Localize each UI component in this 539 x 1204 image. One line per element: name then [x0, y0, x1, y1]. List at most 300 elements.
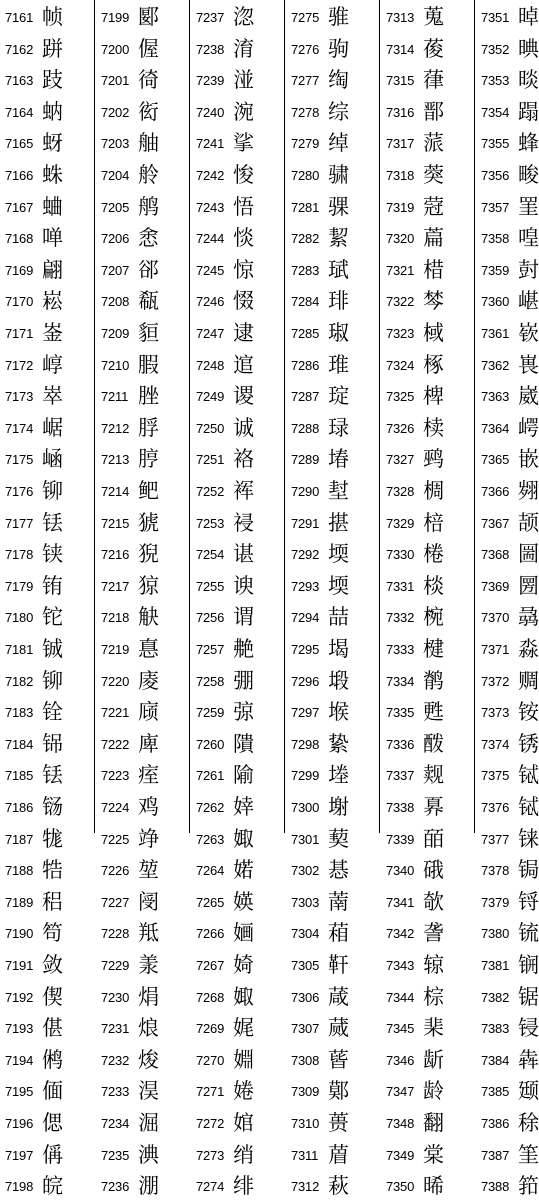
table-row: [0, 509, 94, 541]
entry-character: 绯: [233, 1174, 254, 1199]
table-row: [191, 888, 285, 920]
entry-number: 7255: [196, 578, 225, 594]
table-row: [191, 825, 285, 857]
entry-number: 7219: [101, 642, 130, 657]
entry-number: 7275: [291, 10, 320, 25]
entry-character: 蒎: [423, 131, 444, 156]
table-row: [381, 129, 475, 161]
entry-character: 崞: [42, 352, 63, 377]
entry-character: 筘: [518, 1174, 539, 1199]
table-row: [96, 382, 190, 414]
entry-number: 7355: [481, 136, 510, 152]
entry-character: 铵: [518, 700, 539, 725]
entry-character: 嵁: [518, 289, 539, 314]
entry-character: 葙: [328, 921, 349, 946]
table-row: [0, 951, 94, 983]
table-row: [191, 445, 285, 477]
table-row: [381, 730, 475, 762]
table-row: [0, 351, 94, 383]
table-row: [0, 382, 94, 414]
table-row: [96, 1141, 190, 1173]
entry-number: 7359: [481, 262, 510, 278]
entry-character: 惪: [138, 637, 159, 661]
entry-number: 7262: [196, 800, 225, 815]
entry-character: 棤: [423, 257, 444, 282]
table-row: [286, 1014, 380, 1046]
entry-number: 7227: [101, 894, 130, 910]
entry-character: 甦: [423, 700, 444, 725]
table-row: [476, 698, 539, 730]
table-row: [0, 193, 94, 225]
entry-number: 7192: [5, 989, 34, 1005]
table-row: [381, 287, 475, 319]
table-row: [96, 888, 190, 920]
table-row: [476, 351, 539, 383]
entry-number: 7179: [5, 578, 34, 594]
entry-character: 悆: [138, 226, 159, 251]
entry-character: 筀: [518, 1142, 539, 1167]
table-row: [0, 1046, 94, 1078]
table-row: [286, 351, 380, 383]
entry-character: 淏: [138, 1079, 159, 1104]
table-row: [191, 193, 285, 225]
entry-character: 脝: [138, 447, 159, 472]
entry-character: 靬: [328, 953, 349, 977]
entry-character: 罣: [518, 194, 539, 219]
entry-character: 偓: [138, 36, 159, 61]
table-row: [286, 256, 380, 288]
entry-number: 7290: [291, 484, 320, 499]
entry-character: 骉: [518, 605, 539, 630]
entry-number: 7221: [101, 705, 130, 721]
entry-number: 7387: [481, 1147, 510, 1163]
entry-number: 7224: [101, 800, 130, 815]
table-row: [96, 825, 190, 857]
table-row: [381, 983, 475, 1015]
entry-character: 翻: [423, 1111, 444, 1135]
entry-character: 蹋: [518, 99, 539, 124]
entry-character: 敛: [42, 953, 63, 977]
table-row: [381, 572, 475, 604]
entry-number: 7317: [386, 136, 415, 152]
entry-number: 7353: [481, 73, 510, 89]
entry-character: 铊: [42, 605, 63, 630]
entry-character: 谌: [233, 542, 254, 567]
entry-number: 7240: [196, 104, 225, 120]
table-row: [476, 730, 539, 762]
entry-number: 7216: [101, 547, 130, 563]
table-row: [96, 1109, 190, 1141]
entry-number: 7287: [291, 389, 320, 405]
entry-number: 7328: [386, 484, 415, 499]
table-row: [476, 793, 539, 825]
entry-character: 铆: [42, 668, 63, 693]
entry-character: 颋: [518, 1079, 539, 1104]
entry-number: 7361: [481, 326, 510, 341]
entry-character: 脞: [138, 384, 159, 409]
entry-number: 7220: [101, 673, 130, 689]
entry-number: 7302: [291, 863, 320, 879]
entry-character: 琭: [328, 415, 349, 440]
table-row: [191, 161, 285, 193]
entry-character: 淟: [138, 1142, 159, 1167]
entry-number: 7320: [386, 231, 415, 247]
entry-number: 7342: [386, 926, 415, 942]
entry-character: 婞: [233, 795, 254, 819]
entry-character: 痓: [138, 763, 159, 788]
table-row: [191, 919, 285, 951]
entry-number: 7345: [386, 1021, 415, 1037]
entry-number: 7206: [101, 231, 130, 247]
table-row: [191, 66, 285, 98]
table-row: [381, 3, 475, 35]
entry-number: 7324: [386, 357, 415, 373]
entry-character: 偁: [42, 1142, 63, 1167]
entry-number: 7268: [196, 989, 225, 1005]
table-row: [0, 35, 94, 67]
entry-character: 婍: [233, 953, 254, 977]
entry-number: 7371: [481, 642, 510, 657]
entry-character: 婳: [233, 921, 254, 946]
entry-character: 琲: [328, 289, 349, 314]
entry-number: 7315: [386, 73, 415, 89]
entry-number: 7211: [101, 389, 129, 405]
entry-character: 棬: [423, 542, 444, 567]
entry-number: 7284: [291, 294, 320, 310]
table-row: [96, 161, 190, 193]
entry-number: 7210: [101, 357, 130, 373]
entry-number: 7238: [196, 41, 225, 57]
entry-character: 崌: [42, 415, 63, 440]
entry-character: 蒄: [423, 194, 444, 219]
table-row: [191, 382, 285, 414]
table-row: [476, 256, 539, 288]
entry-number: 7247: [196, 326, 225, 341]
table-row: [96, 856, 190, 888]
entry-character: 棐: [423, 1016, 444, 1041]
entry-character: 绡: [233, 1142, 254, 1167]
entry-number: 7388: [481, 1179, 510, 1195]
entry-number: 7256: [196, 610, 225, 626]
entry-number: 7373: [481, 705, 510, 721]
entry-number: 7356: [481, 168, 510, 183]
entry-character: 铴: [42, 795, 63, 819]
entry-character: 堨: [328, 637, 349, 661]
entry-number: 7325: [386, 389, 415, 405]
table-row: [476, 919, 539, 951]
entry-character: 锊: [518, 889, 539, 914]
table-row: [381, 919, 475, 951]
entry-character: 龄: [423, 1079, 444, 1104]
entry-number: 7267: [196, 958, 225, 973]
entry-character: 皕: [423, 826, 444, 851]
entry-character: 艴: [233, 637, 254, 661]
table-row: [476, 98, 539, 130]
entry-character: 娓: [233, 1016, 254, 1041]
entry-character: 龂: [423, 1047, 444, 1072]
entry-number: 7172: [5, 357, 34, 373]
entry-character: 婘: [233, 1079, 254, 1104]
table-row: [286, 1172, 380, 1204]
table-row: [0, 224, 94, 256]
entry-character: 隃: [233, 763, 254, 788]
entry-number: 7316: [386, 104, 415, 120]
entry-character: 淼: [518, 637, 539, 661]
entry-number: 7237: [196, 10, 225, 25]
entry-number: 7199: [101, 10, 130, 25]
entry-number: 7313: [386, 10, 415, 25]
entry-character: 笱: [42, 921, 63, 946]
entry-number: 7341: [386, 894, 415, 910]
table-row: [286, 572, 380, 604]
entry-number: 7173: [5, 389, 34, 405]
entry-character: 羕: [138, 953, 159, 977]
entry-character: 惊: [233, 257, 254, 282]
entry-number: 7337: [386, 768, 415, 784]
table-row: [476, 3, 539, 35]
table-row: [381, 193, 475, 225]
entry-number: 7334: [386, 673, 415, 689]
entry-character: 铽: [518, 795, 539, 819]
entry-number: 7260: [196, 736, 225, 752]
entry-number: 7330: [386, 547, 415, 563]
table-row: [381, 888, 475, 920]
table-row: [476, 35, 539, 67]
table-row: [476, 193, 539, 225]
entry-number: 7269: [196, 1021, 225, 1037]
entry-number: 7250: [196, 420, 225, 436]
table-row: [286, 698, 380, 730]
entry-number: 7181: [5, 642, 34, 657]
entry-number: 7182: [5, 673, 34, 689]
entry-number: 7226: [101, 863, 130, 879]
entry-number: 7354: [481, 104, 510, 120]
table-row: [191, 951, 285, 983]
table-row: [0, 572, 94, 604]
table-row: [476, 161, 539, 193]
table-row: [381, 35, 475, 67]
entry-character: 珷: [328, 257, 349, 282]
table-row: [0, 983, 94, 1015]
table-row: [96, 761, 190, 793]
table-row: [0, 161, 94, 193]
entry-number: 7321: [386, 262, 415, 278]
entry-number: 7384: [481, 1052, 510, 1068]
table-row: [0, 698, 94, 730]
entry-character: 鲃: [138, 479, 159, 503]
entry-number: 7246: [196, 294, 225, 310]
entry-character: 揕: [328, 510, 349, 535]
table-row: [191, 509, 285, 541]
entry-number: 7286: [291, 357, 320, 373]
entry-character: 堧: [328, 573, 349, 598]
entry-number: 7369: [481, 578, 510, 594]
entry-number: 7178: [5, 547, 34, 563]
entry-character: 蒇: [328, 1016, 349, 1041]
table-row: [476, 1046, 539, 1078]
entry-number: 7283: [291, 262, 320, 278]
entry-character: 椀: [423, 605, 444, 630]
entry-number: 7201: [101, 73, 130, 89]
entry-number: 7300: [291, 800, 320, 815]
table-row: [381, 445, 475, 477]
table-row: [191, 351, 285, 383]
table-row: [191, 98, 285, 130]
table-row: [381, 1046, 475, 1078]
table-row: [381, 793, 475, 825]
entry-number: 7271: [196, 1084, 225, 1100]
entry-character: 蚜: [42, 131, 63, 156]
entry-character: 晪: [518, 36, 539, 61]
entry-number: 7357: [481, 199, 510, 215]
table-row: [286, 825, 380, 857]
entry-number: 7193: [5, 1021, 34, 1037]
entry-number: 7343: [386, 958, 415, 973]
entry-number: 7376: [481, 800, 510, 815]
entry-character: 椑: [423, 384, 444, 409]
entry-character: 衒: [138, 99, 159, 124]
entry-number: 7297: [291, 705, 320, 721]
table-row: [286, 667, 380, 699]
entry-character: 铆: [42, 479, 63, 503]
table-row: [0, 129, 94, 161]
entry-character: 阌: [138, 889, 159, 914]
entry-character: 萳: [328, 889, 349, 914]
table-row: [476, 129, 539, 161]
entry-number: 7351: [481, 10, 510, 25]
table-row: [286, 793, 380, 825]
entry-character: 庱: [138, 668, 159, 693]
entry-number: 7195: [5, 1084, 34, 1100]
entry-character: 祲: [233, 510, 254, 535]
entry-number: 7292: [291, 547, 320, 563]
entry-number: 7245: [196, 262, 225, 278]
entry-character: 葴: [328, 984, 349, 1009]
entry-character: 铗: [42, 542, 63, 567]
entry-number: 7257: [196, 642, 225, 657]
entry-number: 7272: [196, 1116, 225, 1131]
entry-character: 袼: [233, 447, 254, 472]
entry-character: 棪: [423, 573, 444, 598]
table-row: [96, 414, 190, 446]
entry-character: 塅: [328, 668, 349, 693]
entry-character: 蛛: [42, 163, 63, 187]
entry-character: 牻: [42, 826, 63, 851]
table-row: [381, 603, 475, 635]
entry-number: 7294: [291, 610, 320, 626]
table-row: [381, 1141, 475, 1173]
table-row: [191, 414, 285, 446]
entry-character: 嵚: [518, 321, 539, 345]
entry-number: 7318: [386, 168, 415, 183]
entry-number: 7234: [101, 1116, 130, 1131]
column-divider: [94, 0, 95, 833]
entry-number: 7322: [386, 294, 415, 310]
entry-character: 湴: [233, 68, 254, 93]
table-row: [96, 603, 190, 635]
table-row: [0, 635, 94, 667]
entry-number: 7307: [291, 1021, 320, 1037]
entry-number: 7244: [196, 231, 225, 247]
table-row: [476, 477, 539, 509]
table-row: [286, 319, 380, 351]
table-row: [286, 161, 380, 193]
entry-number: 7180: [5, 610, 34, 626]
table-row: [96, 951, 190, 983]
entry-number: 7261: [196, 768, 225, 784]
table-row: [286, 919, 380, 951]
entry-character: 偲: [42, 1111, 63, 1135]
entry-number: 7225: [101, 831, 130, 847]
entry-number: 7386: [481, 1116, 510, 1131]
table-row: [96, 793, 190, 825]
table-row: [191, 761, 285, 793]
entry-character: 崟: [42, 321, 63, 345]
entry-number: 7280: [291, 168, 320, 183]
table-row: [191, 667, 285, 699]
entry-character: 琟: [328, 352, 349, 377]
entry-character: 鄑: [423, 99, 444, 124]
table-row: [96, 3, 190, 35]
entry-number: 7346: [386, 1052, 415, 1068]
table-row: [476, 1141, 539, 1173]
table-row: [286, 983, 380, 1015]
entry-character: 嵔: [518, 352, 539, 377]
table-row: [286, 856, 380, 888]
table-row: [381, 856, 475, 888]
entry-number: 7298: [291, 736, 320, 752]
entry-number: 7326: [386, 420, 415, 436]
entry-character: 翩: [42, 257, 63, 282]
entry-number: 7358: [481, 231, 510, 247]
table-row: [96, 319, 190, 351]
table-row: [191, 1014, 285, 1046]
entry-character: 貆: [138, 321, 159, 345]
table-column: [96, 0, 190, 1199]
entry-character: 崿: [518, 415, 539, 440]
entry-character: 偡: [42, 1016, 63, 1041]
entry-character: 腵: [138, 352, 159, 377]
entry-number: 7252: [196, 484, 225, 499]
entry-character: 棠: [423, 1142, 444, 1167]
entry-character: 淴: [233, 5, 254, 29]
entry-number: 7209: [101, 326, 130, 341]
entry-number: 7183: [5, 705, 34, 721]
entry-number: 7249: [196, 389, 225, 405]
table-row: [191, 1172, 285, 1204]
entry-character: 椟: [423, 415, 444, 440]
entry-number: 7235: [101, 1147, 130, 1163]
entry-character: 蒉: [328, 1111, 349, 1135]
table-row: [476, 825, 539, 857]
entry-number: 7378: [481, 863, 510, 879]
entry-number: 7168: [5, 231, 34, 247]
entry-character: 硪: [423, 858, 444, 883]
table-row: [381, 761, 475, 793]
entry-number: 7344: [386, 989, 415, 1005]
entry-character: 蒐: [423, 5, 444, 29]
entry-character: 谓: [233, 605, 254, 630]
entry-character: 琡: [328, 321, 349, 345]
entry-character: 鹀: [423, 447, 444, 472]
entry-number: 7383: [481, 1021, 510, 1037]
table-row: [0, 66, 94, 98]
table-row: [0, 730, 94, 762]
entry-character: 悟: [233, 194, 254, 219]
table-row: [286, 509, 380, 541]
table-row: [191, 129, 285, 161]
entry-number: 7207: [101, 262, 130, 278]
